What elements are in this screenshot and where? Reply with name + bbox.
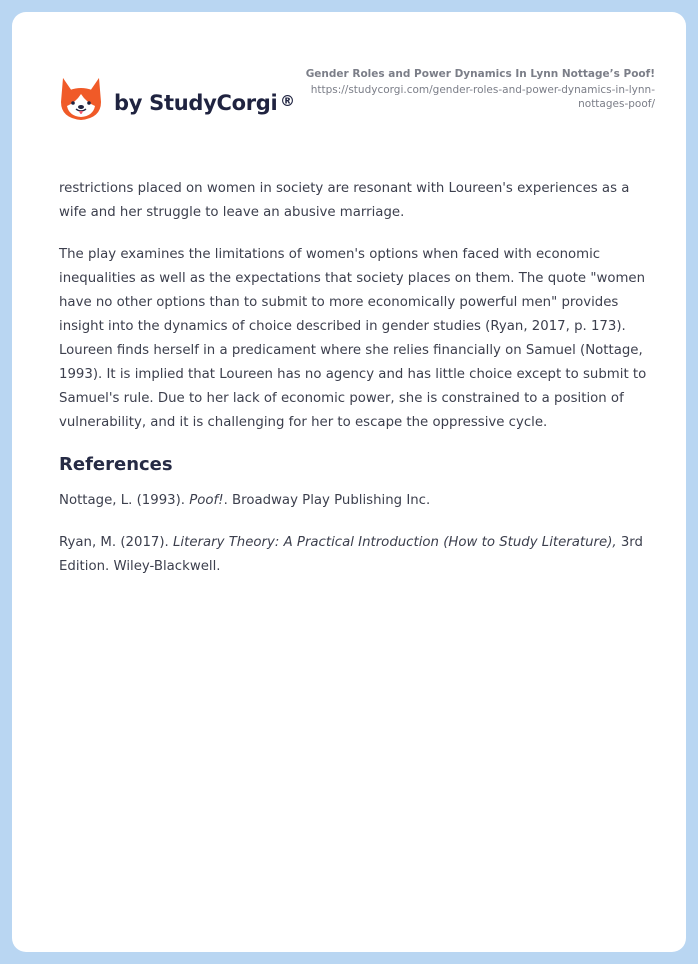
reference-publisher: 3rd Edition. Wiley-Blackwell.: [59, 535, 643, 574]
registered-mark: ®: [280, 92, 295, 110]
reference-item: [59, 531, 655, 579]
document-url-link[interactable]: https://studycorgi.com/gender-roles-and-power-dynamics-in-lynn-nottages-poof/: [310, 84, 655, 110]
document-title: Gender Roles and Power Dynamics In Lynn Nottage’s Poof!: [305, 68, 655, 80]
reference-authors: Nottage, L. (1993).: [59, 493, 190, 508]
reference-authors: Ryan, M. (2017).: [59, 535, 174, 550]
reference-title: Literary Theory: A Practical Introduction (How to Study Literature),: [173, 535, 617, 550]
studycorgi-logo[interactable]: [60, 76, 277, 122]
page-header: [12, 12, 686, 152]
corgi-logo-icon: [60, 76, 102, 122]
body-paragraph: restrictions placed on women in society are resonant with Loureen's experiences as a wife and her struggle to leave an abusive marriage.: [59, 181, 630, 220]
document-meta: [305, 67, 655, 111]
reference-publisher: . Broadway Play Publishing Inc.: [223, 493, 431, 508]
reference-item: [59, 489, 655, 513]
logo-text: by StudyCorgi: [114, 91, 278, 115]
document-body: [59, 177, 655, 597]
references-heading: References: [59, 454, 173, 475]
document-page: [12, 12, 686, 952]
body-paragraph: The play examines the limitations of women's options when faced with economic inequalities as well as the expectations that society places on them. The quote "women have no other options than to submit to more economically powerful men" provides insight into the dynamics of choice described in gender studies (Ryan, 2017, p. 173). Loureen finds herself in a predicament where she relies financially on Samuel (Nottage, 1993). It is implied that Loureen has no agency and has little choice except to submit to Samuel's rule. Due to her lack of economic power, she is constrained to a position of vulnerability, and it is challenging for her to escape the oppressive cycle.: [59, 247, 647, 430]
reference-title: Poof!: [189, 493, 224, 508]
